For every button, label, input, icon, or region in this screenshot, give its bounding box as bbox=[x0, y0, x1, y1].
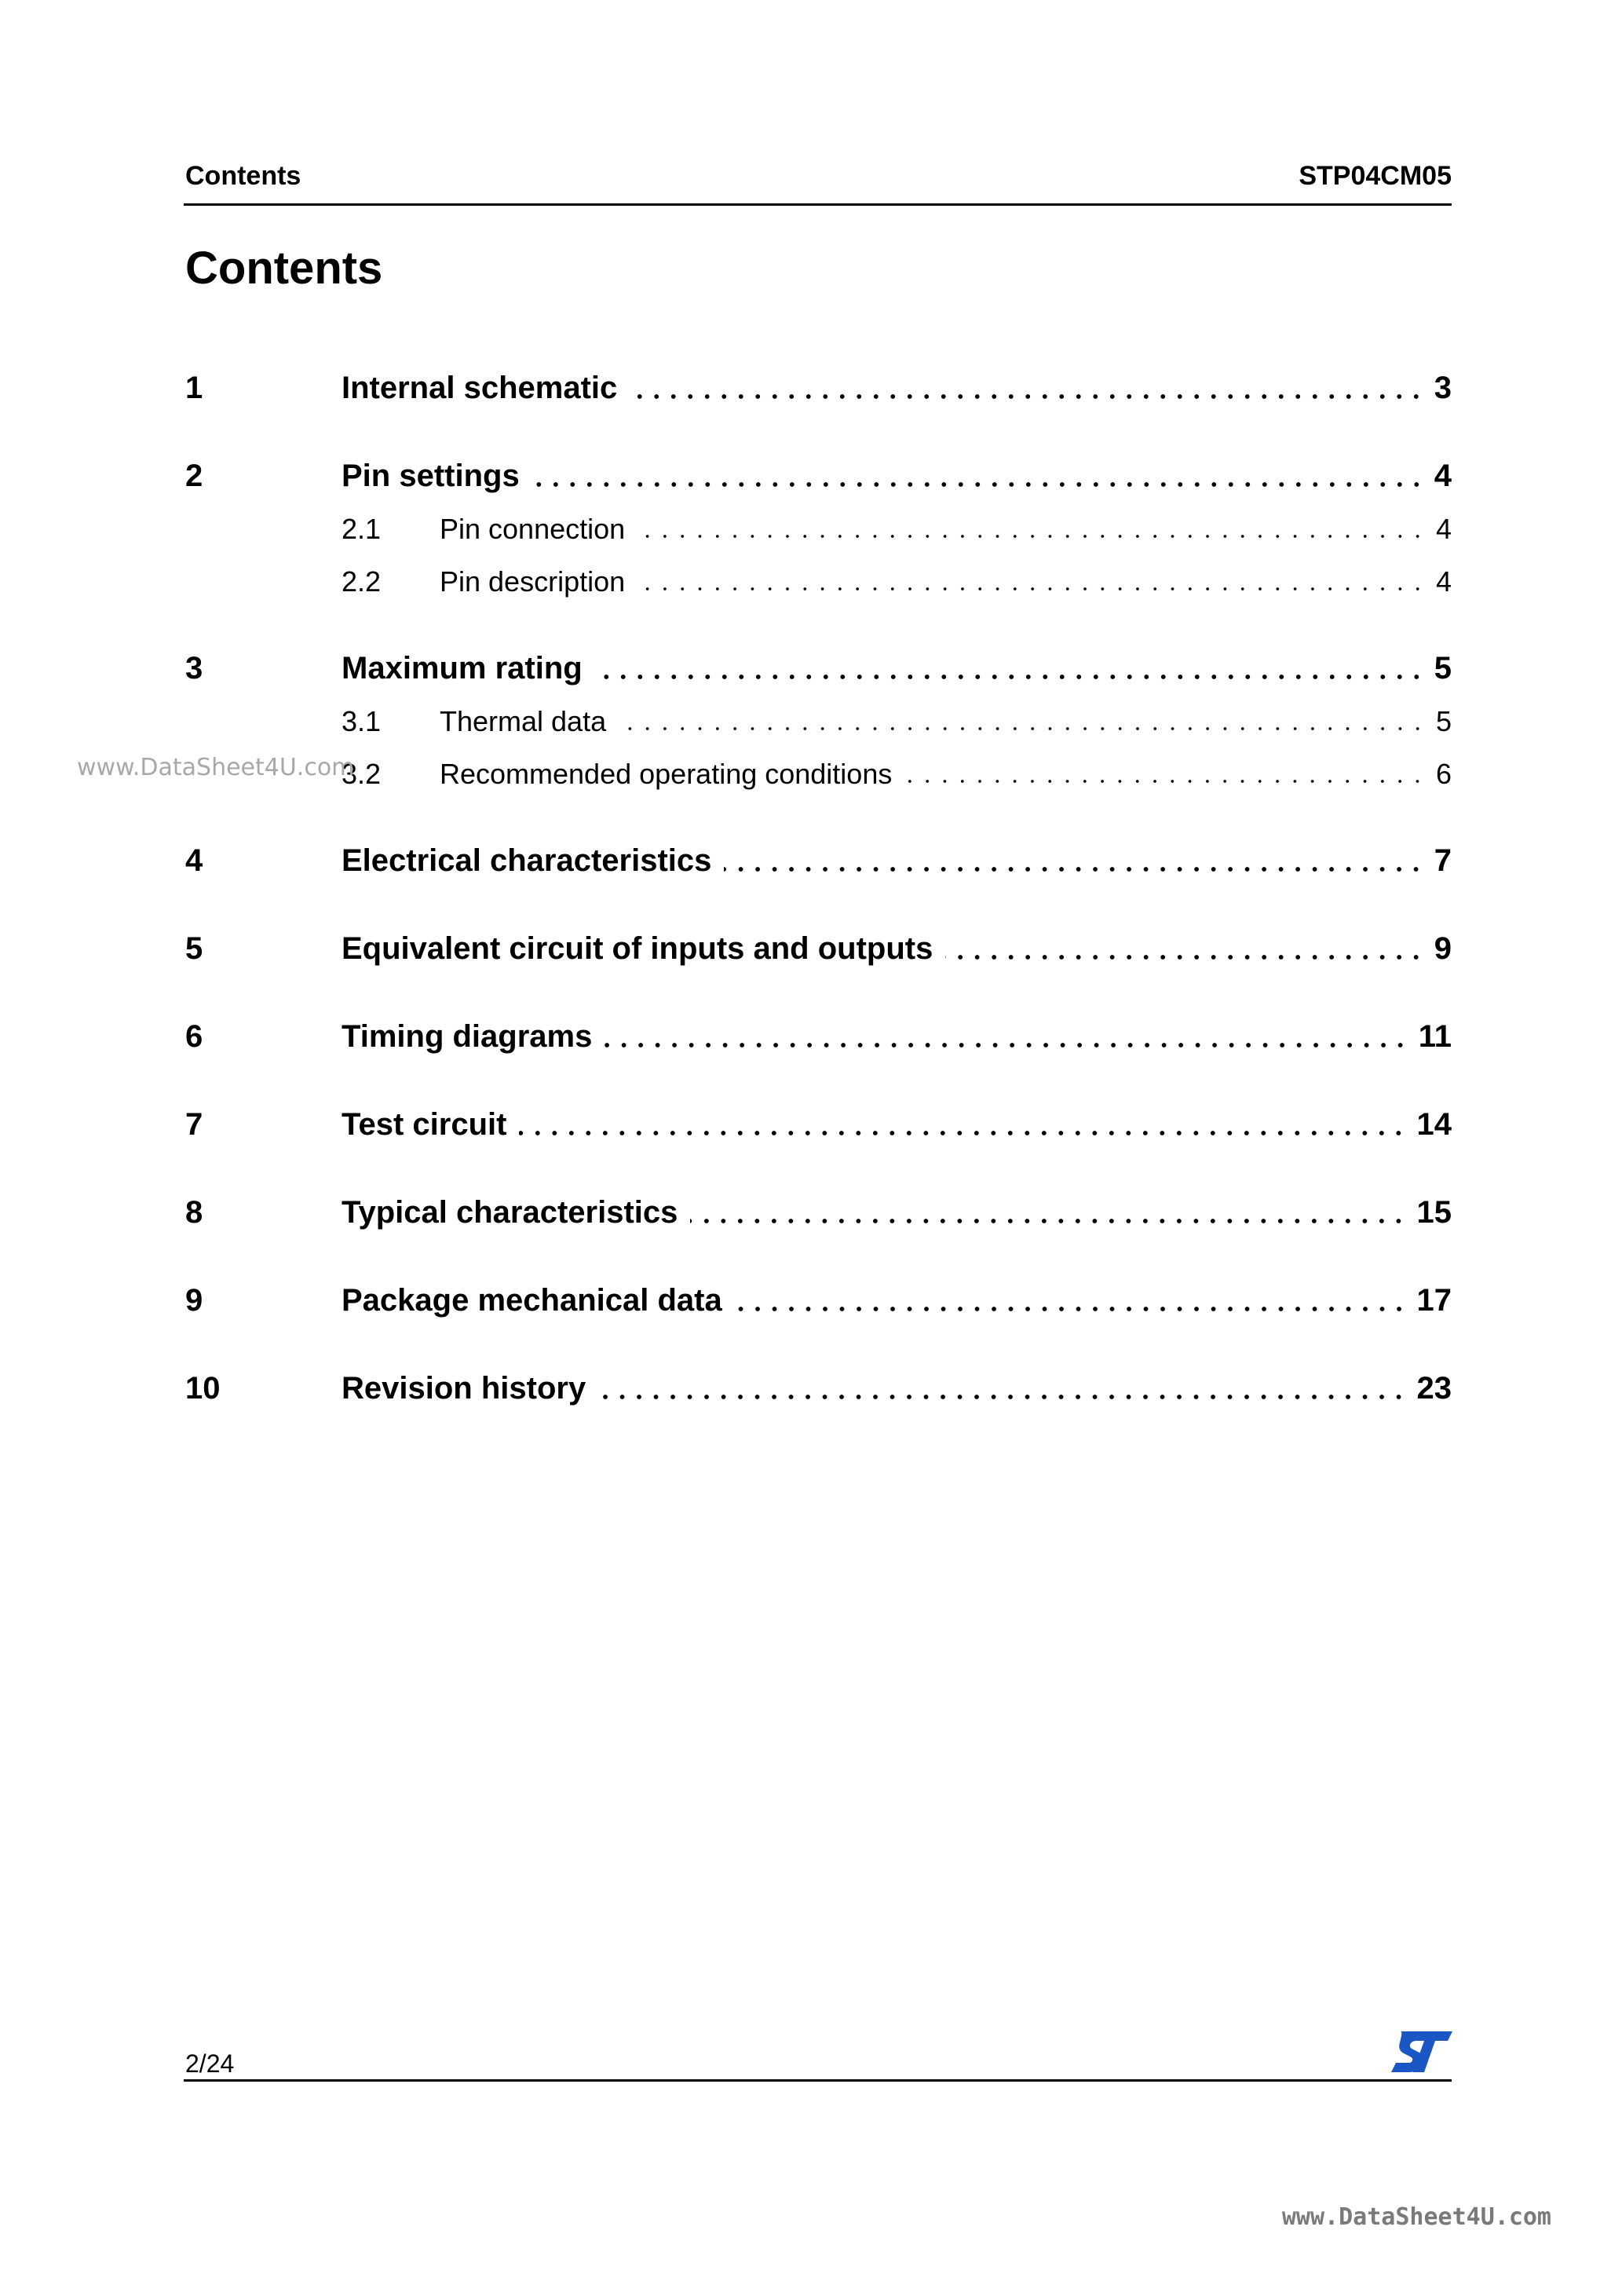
toc-entry-title[interactable]: Pin connection bbox=[440, 513, 626, 545]
toc-entry-title[interactable]: Electrical characteristics bbox=[342, 843, 712, 878]
toc-entry-page[interactable]: 6 bbox=[1435, 758, 1452, 790]
watermark-bottom: www.DataSheet4U.com bbox=[1281, 2203, 1551, 2231]
toc-entry-title[interactable]: Package mechanical data bbox=[342, 1282, 722, 1318]
toc-entry-title[interactable]: Internal schematic bbox=[342, 370, 618, 405]
toc-entry-page[interactable]: 11 bbox=[1418, 1018, 1452, 1054]
toc-entry-title[interactable]: Typical characteristics bbox=[342, 1194, 678, 1230]
toc-entry-line bbox=[342, 454, 1452, 498]
toc-dot-leader bbox=[595, 675, 1425, 679]
toc-dot-leader bbox=[637, 587, 1427, 590]
toc-entry-page[interactable]: 5 bbox=[1434, 650, 1452, 686]
toc-entry-line bbox=[440, 507, 1452, 551]
toc-chapter-entry[interactable] bbox=[185, 1102, 1452, 1146]
toc-dot-leader bbox=[532, 482, 1425, 487]
footer-page-number: 2/24 bbox=[185, 2049, 235, 2078]
toc-dot-leader bbox=[724, 867, 1424, 872]
toc-entry-page[interactable]: 4 bbox=[1435, 513, 1452, 545]
toc-chapter-entry[interactable] bbox=[185, 1278, 1452, 1322]
toc-entry-line bbox=[342, 1190, 1452, 1234]
header-section-label: Contents bbox=[185, 161, 301, 191]
toc-dot-leader bbox=[945, 955, 1424, 960]
toc-entry-page[interactable]: 3 bbox=[1434, 370, 1452, 405]
toc-entry-title[interactable]: Test circuit bbox=[342, 1106, 507, 1142]
toc-entry-title[interactable]: Recommended operating conditions bbox=[440, 758, 893, 790]
toc-entry-page[interactable]: 14 bbox=[1416, 1106, 1452, 1142]
toc-chapter-entry[interactable] bbox=[185, 1366, 1452, 1410]
toc-dot-leader bbox=[605, 1043, 1408, 1047]
footer-rule bbox=[184, 2079, 1452, 2082]
toc-section-entry[interactable] bbox=[185, 752, 1452, 796]
toc-chapter-entry[interactable] bbox=[185, 646, 1452, 690]
toc-entry-number: 6 bbox=[185, 1019, 203, 1054]
toc-dot-leader bbox=[519, 1131, 1407, 1135]
toc-dot-leader bbox=[637, 535, 1427, 538]
toc-entry-page[interactable]: 5 bbox=[1435, 705, 1452, 737]
toc-entry-number: 2.1 bbox=[342, 513, 382, 545]
toc-chapter-entry[interactable] bbox=[185, 839, 1452, 883]
toc-entry-line bbox=[342, 1015, 1452, 1058]
toc-chapter-entry[interactable] bbox=[185, 366, 1452, 410]
toc-entry-line bbox=[440, 700, 1452, 744]
toc-entry-page[interactable]: 23 bbox=[1416, 1370, 1452, 1406]
watermark-mid: www.DataSheet4U.com bbox=[77, 754, 355, 781]
toc-dot-leader bbox=[619, 727, 1427, 730]
toc-entry-page[interactable]: 7 bbox=[1434, 843, 1452, 878]
toc-chapter-entry[interactable] bbox=[185, 454, 1452, 498]
toc-section-entry[interactable] bbox=[185, 560, 1452, 604]
toc-chapter-entry[interactable] bbox=[185, 927, 1452, 971]
toc-entry-number: 1 bbox=[185, 371, 203, 405]
toc-dot-leader bbox=[735, 1307, 1408, 1311]
toc-entry-line bbox=[342, 927, 1452, 971]
toc-entry-title[interactable]: Thermal data bbox=[440, 705, 607, 737]
toc-section-entry[interactable] bbox=[185, 507, 1452, 551]
toc-entry-title[interactable]: Timing diagrams bbox=[342, 1018, 593, 1054]
toc-entry-line bbox=[342, 366, 1452, 410]
toc-entry-line bbox=[440, 752, 1452, 796]
toc-entry-number: 8 bbox=[185, 1195, 203, 1230]
toc-entry-number: 10 bbox=[185, 1371, 221, 1406]
toc-entry-page[interactable]: 4 bbox=[1434, 458, 1452, 493]
toc-entry-title[interactable]: Pin settings bbox=[342, 458, 520, 493]
toc-entry-line bbox=[440, 560, 1452, 604]
toc-dot-leader bbox=[690, 1219, 1407, 1223]
header-rule bbox=[184, 203, 1452, 206]
page-title: Contents bbox=[185, 243, 383, 294]
toc-entry-page[interactable]: 9 bbox=[1434, 930, 1452, 966]
toc-entry-number: 2 bbox=[185, 459, 203, 493]
toc-entry-page[interactable]: 15 bbox=[1416, 1194, 1452, 1230]
toc-entry-page[interactable]: 4 bbox=[1435, 565, 1452, 598]
header-part-number: STP04CM05 bbox=[1299, 161, 1452, 191]
toc-entry-number: 3.2 bbox=[342, 758, 382, 790]
toc-dot-leader bbox=[904, 780, 1427, 783]
toc-entry-number: 5 bbox=[185, 931, 203, 966]
toc-entry-number: 2.2 bbox=[342, 565, 382, 598]
st-logo-icon bbox=[1390, 2030, 1454, 2074]
toc-entry-line bbox=[342, 1366, 1452, 1410]
toc-entry-title[interactable]: Equivalent circuit of inputs and outputs bbox=[342, 930, 933, 966]
toc-entry-line bbox=[342, 1278, 1452, 1322]
toc-entry-number: 9 bbox=[185, 1283, 203, 1318]
toc-chapter-entry[interactable] bbox=[185, 1190, 1452, 1234]
toc-entry-title[interactable]: Maximum rating bbox=[342, 650, 583, 686]
toc-entry-line bbox=[342, 646, 1452, 690]
toc-entry-title[interactable]: Revision history bbox=[342, 1370, 586, 1406]
toc-entry-title[interactable]: Pin description bbox=[440, 565, 626, 598]
toc-entry-line bbox=[342, 839, 1452, 883]
toc-entry-page[interactable]: 17 bbox=[1416, 1282, 1452, 1318]
toc-entry-line bbox=[342, 1102, 1452, 1146]
toc-entry-number: 7 bbox=[185, 1107, 203, 1142]
toc-entry-number: 3.1 bbox=[342, 705, 382, 737]
toc-entry-number: 4 bbox=[185, 843, 203, 878]
toc-entry-number: 3 bbox=[185, 651, 203, 686]
toc-chapter-entry[interactable] bbox=[185, 1015, 1452, 1058]
toc-section-entry[interactable] bbox=[185, 700, 1452, 744]
toc-dot-leader bbox=[598, 1395, 1407, 1399]
toc-dot-leader bbox=[630, 394, 1425, 399]
